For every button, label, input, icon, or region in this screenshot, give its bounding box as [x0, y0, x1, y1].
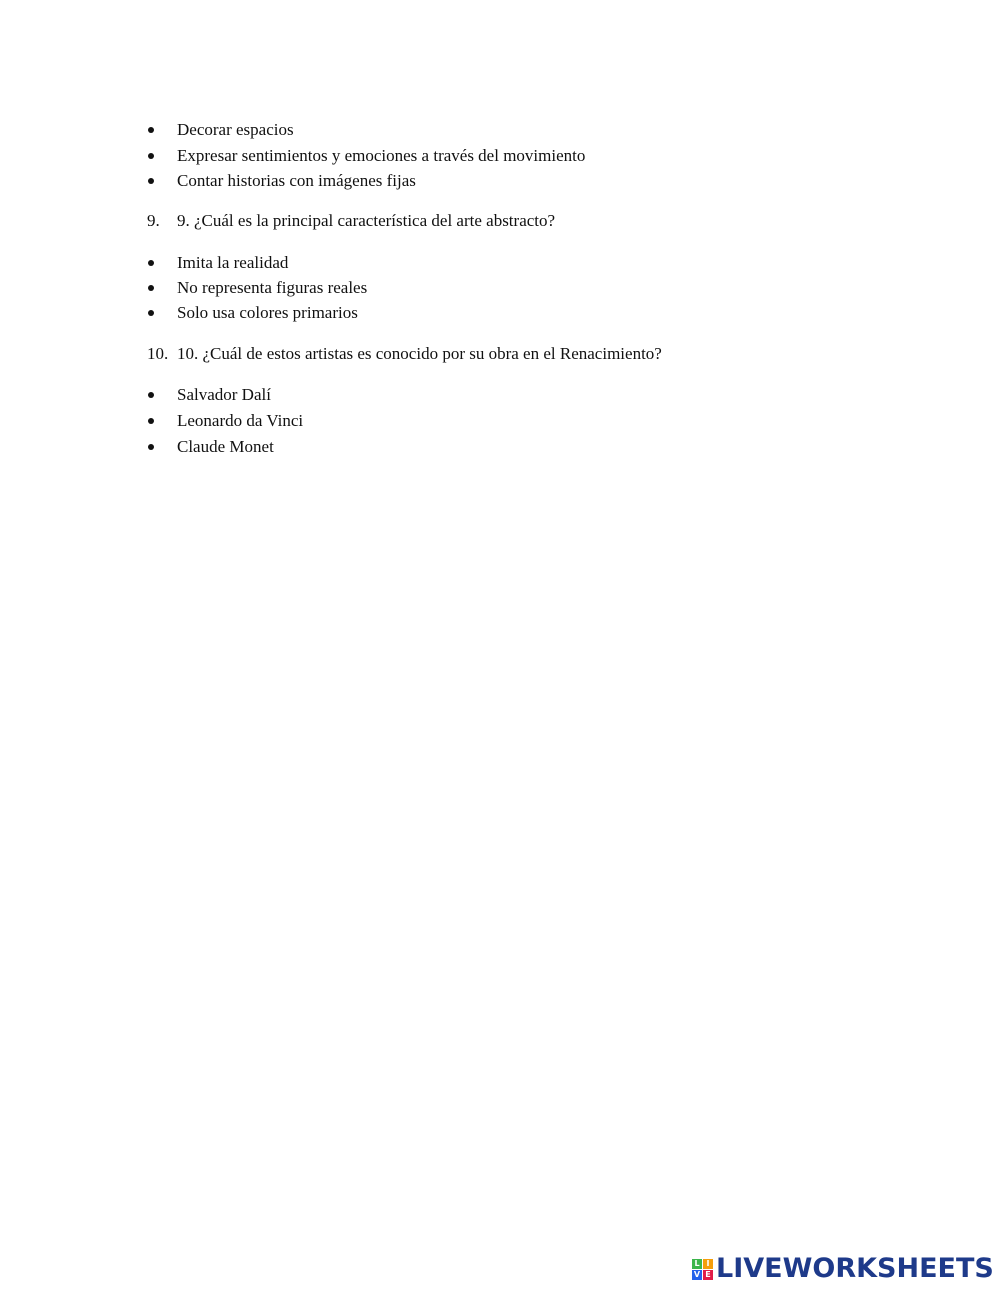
option-contar-historias: Contar historias con imágenes fijas — [177, 171, 416, 190]
logo-grid-icon — [692, 1259, 713, 1280]
option-imita-realidad: Imita la realidad — [177, 253, 289, 272]
option-no-representa: No representa figuras reales — [177, 278, 368, 297]
bullet-icon — [148, 392, 154, 398]
option-colores-primarios: Solo usa colores primarios — [177, 303, 358, 322]
option-salvador-dali: Salvador Dalí — [177, 385, 271, 404]
bullet-icon — [148, 178, 154, 184]
bullet-icon — [148, 418, 154, 424]
question-10-number: 10. — [147, 344, 169, 363]
option-expresar-sentimientos: Expresar sentimientos y emociones a través del movimiento — [177, 146, 586, 165]
logo-cell: V — [693, 1269, 701, 1279]
option-decorar-espacios: Decorar espacios — [177, 120, 294, 139]
option-claude-monet: Claude Monet — [177, 437, 274, 456]
logo-cell: E — [703, 1270, 713, 1280]
bullet-icon — [148, 260, 154, 266]
bullet-icon — [148, 153, 154, 159]
logo-cell: I — [703, 1259, 713, 1269]
question-10-text: 10. ¿Cuál de estos artistas es conocido por su obra en el Renacimiento? — [177, 344, 662, 363]
logo-cell: L — [692, 1259, 702, 1269]
logo-wordmark: LIVEWORKSHEETS — [716, 1253, 994, 1284]
liveworksheets-logo — [692, 1254, 994, 1284]
bullet-icon — [148, 127, 154, 133]
bullet-icon — [148, 444, 154, 450]
question-9-number: 9. — [147, 211, 160, 230]
question-9-text: 9. ¿Cuál es la principal característica del arte abstracto? — [177, 211, 556, 230]
bullet-icon — [148, 310, 154, 316]
bullet-icon — [148, 285, 154, 291]
option-leonardo-da-vinci: Leonardo da Vinci — [177, 411, 304, 430]
